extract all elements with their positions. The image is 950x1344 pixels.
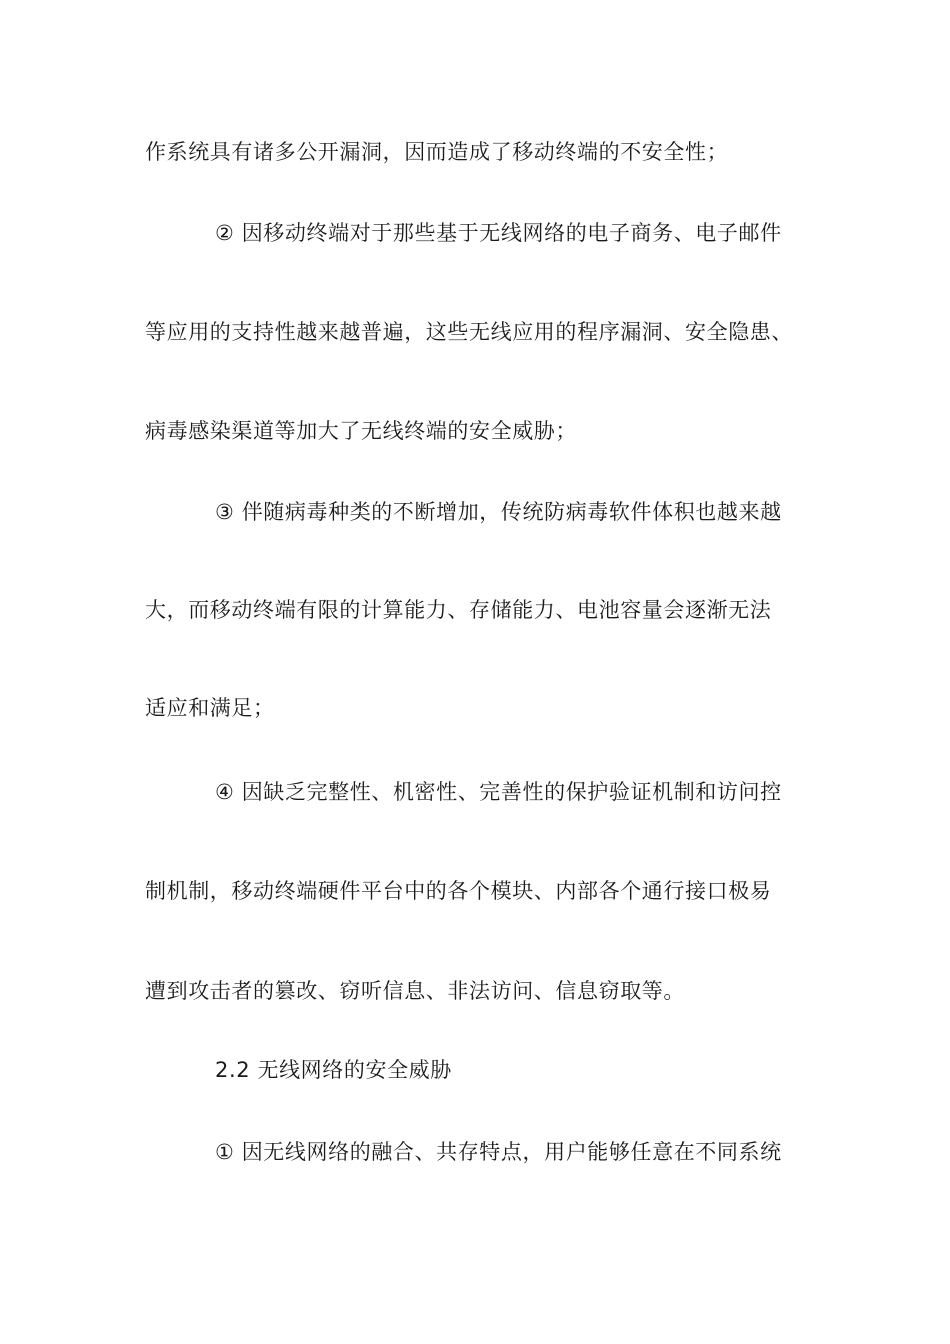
paragraph-line: 作系统具有诸多公开漏洞，因而造成了移动终端的不安全性；	[145, 140, 729, 164]
paragraph-line: 等应用的支持性越来越普遍，这些无线应用的程序漏洞、安全隐患、	[145, 320, 793, 344]
paragraph-line: 适应和满足；	[145, 696, 275, 720]
paragraph-line: 制机制，移动终端硬件平台中的各个模块、内部各个通行接口极易	[145, 879, 772, 903]
list-item-4-line: ④ 因缺乏完整性、机密性、完善性的保护验证机制和访问控	[215, 780, 782, 804]
paragraph-line: 大，而移动终端有限的计算能力、存储能力、电池容量会逐渐无法	[145, 598, 772, 622]
list-item-2-line: ② 因移动终端对于那些基于无线网络的电子商务、电子邮件	[215, 221, 782, 245]
paragraph-line: 遭到攻击者的篡改、窃听信息、非法访问、信息窃取等。	[145, 979, 685, 1003]
section-heading: 2.2 无线网络的安全威胁	[215, 1058, 452, 1082]
list-item-3-line: ③ 伴随病毒种类的不断增加，传统防病毒软件体积也越来越	[215, 500, 782, 524]
list-item-1-line: ① 因无线网络的融合、共存特点，用户能够任意在不同系统	[215, 1140, 782, 1164]
paragraph-line: 病毒感染渠道等加大了无线终端的安全威胁；	[145, 419, 577, 443]
